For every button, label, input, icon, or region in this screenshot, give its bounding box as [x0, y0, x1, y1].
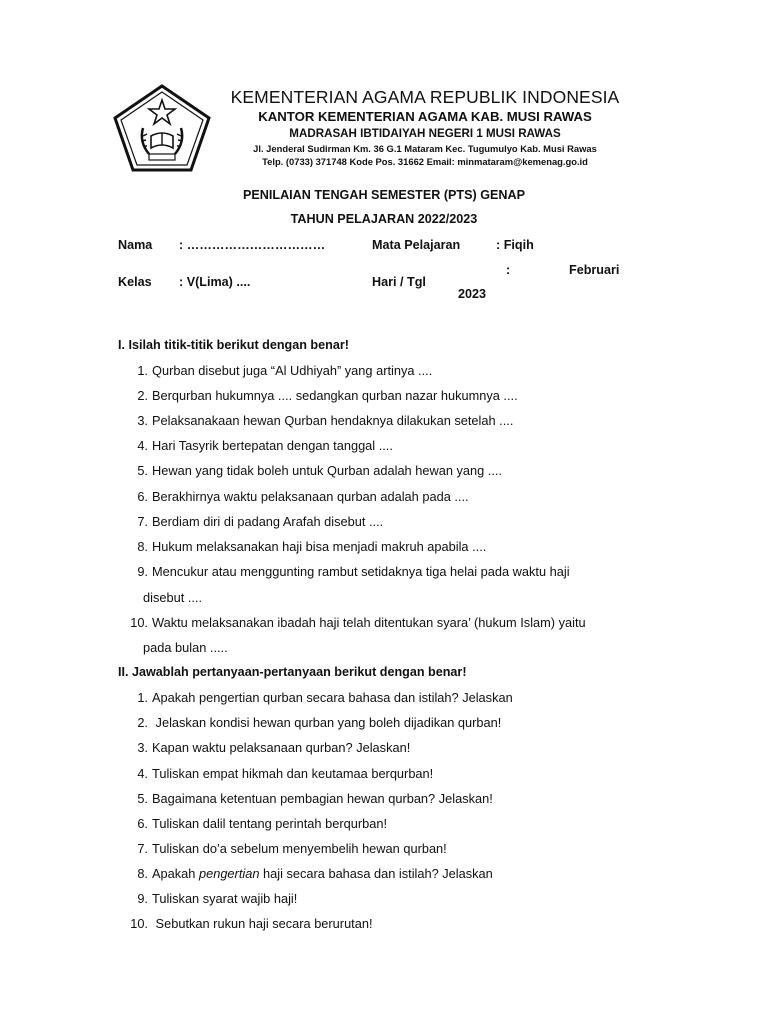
list-item: 4. Tuliskan empat hikmah dan keutamaa berqurban!: [137, 766, 434, 781]
letterhead: [215, 86, 635, 168]
list-item: 3. Pelaksanakaan hewan Qurban hendaknya dilakukan setelah ....: [137, 413, 514, 428]
school-name: MADRASAH IBTIDAIYAH NEGERI 1 MUSI RAWAS: [289, 127, 561, 140]
list-item: 3. Kapan waktu pelaksanaan qurban? Jelaskan!: [137, 740, 411, 755]
nama-value: : ……………………………: [179, 238, 326, 252]
list-item: 10. Sebutkan rukun haji secara berurutan!: [130, 916, 373, 931]
hari-label: Hari / Tgl: [372, 275, 426, 289]
nama-label: Nama: [118, 238, 153, 252]
hari-month: Februari: [569, 263, 620, 277]
list-item: 10. Waktu melaksanakan ibadah haji telah ditentukan syara’ (hukum Islam) yaitu: [130, 615, 586, 630]
ministry-name: KEMENTERIAN AGAMA REPUBLIK INDONESIA: [230, 87, 620, 107]
list-item: 7. Tuliskan do’a sebelum menyembelih hewan qurban!: [137, 841, 447, 856]
list-item: 5. Hewan yang tidak boleh untuk Qurban adalah hewan yang ....: [137, 463, 503, 478]
list-item: 6. Berakhirnya waktu pelaksanaan qurban adalah pada ....: [137, 489, 469, 504]
kelas-value: : V(Lima) ....: [179, 275, 251, 289]
list-item: 9. Mencukur atau menggunting rambut setidaknya tiga helai pada waktu haji: [137, 564, 570, 579]
list-item: 8. Apakah pengertian haji secara bahasa dan istilah? Jelaskan: [137, 866, 493, 881]
school-contact: Telp. (0733) 371748 Kode Pos. 31662 Email: minmataram@kemenag.go.id: [262, 156, 588, 167]
list-item: 8. Hukum melaksanakan haji bisa menjadi makruh apabila ....: [137, 539, 487, 554]
list-item-continuation: pada bulan .....: [143, 640, 228, 655]
list-item: 9. Tuliskan syarat wajib haji!: [137, 891, 298, 906]
mapel-label: Mata Pelajaran: [372, 238, 461, 252]
list-item: 5. Bagaimana ketentuan pembagian hewan qurban? Jelaskan!: [137, 791, 493, 806]
hari-year: 2023: [458, 287, 487, 301]
list-item: 1. Apakah pengertian qurban secara bahasa dan istilah? Jelaskan: [137, 690, 513, 705]
section-2-heading: II. Jawablah pertanyaan-pertanyaan berikut dengan benar!: [118, 665, 467, 679]
list-item: 6. Tuliskan dalil tentang perintah berqurban!: [137, 816, 387, 831]
list-item: 1. Qurban disebut juga “Al Udhiyah” yang artinya ....: [137, 363, 433, 378]
list-item-continuation: disebut ....: [143, 590, 203, 605]
exam-title: PENILAIAN TENGAH SEMESTER (PTS) GENAP: [243, 188, 525, 202]
kemenag-emblem-icon: [113, 84, 211, 172]
kelas-label: Kelas: [118, 275, 152, 289]
list-item: 7. Berdiam diri di padang Arafah disebut ....: [137, 514, 384, 529]
list-item: 2. Jelaskan kondisi hewan qurban yang boleh dijadikan qurban!: [137, 715, 502, 730]
list-item: 2. Berqurban hukumnya .... sedangkan qurban nazar hukumnya ....: [137, 388, 518, 403]
school-address: Jl. Jenderal Sudirman Km. 36 G.1 Mataram Kec. Tugumulyo Kab. Musi Rawas: [253, 143, 597, 154]
academic-year: TAHUN PELAJARAN 2022/2023: [290, 212, 478, 226]
office-name: KANTOR KEMENTERIAN AGAMA KAB. MUSI RAWAS: [258, 109, 592, 124]
section-1-heading: I. Isilah titik-titik berikut dengan benar!: [118, 338, 349, 352]
mapel-value: : Fiqih: [496, 238, 534, 252]
list-item: 4. Hari Tasyrik bertepatan dengan tanggal ....: [137, 438, 393, 453]
hari-colon: :: [506, 263, 511, 277]
